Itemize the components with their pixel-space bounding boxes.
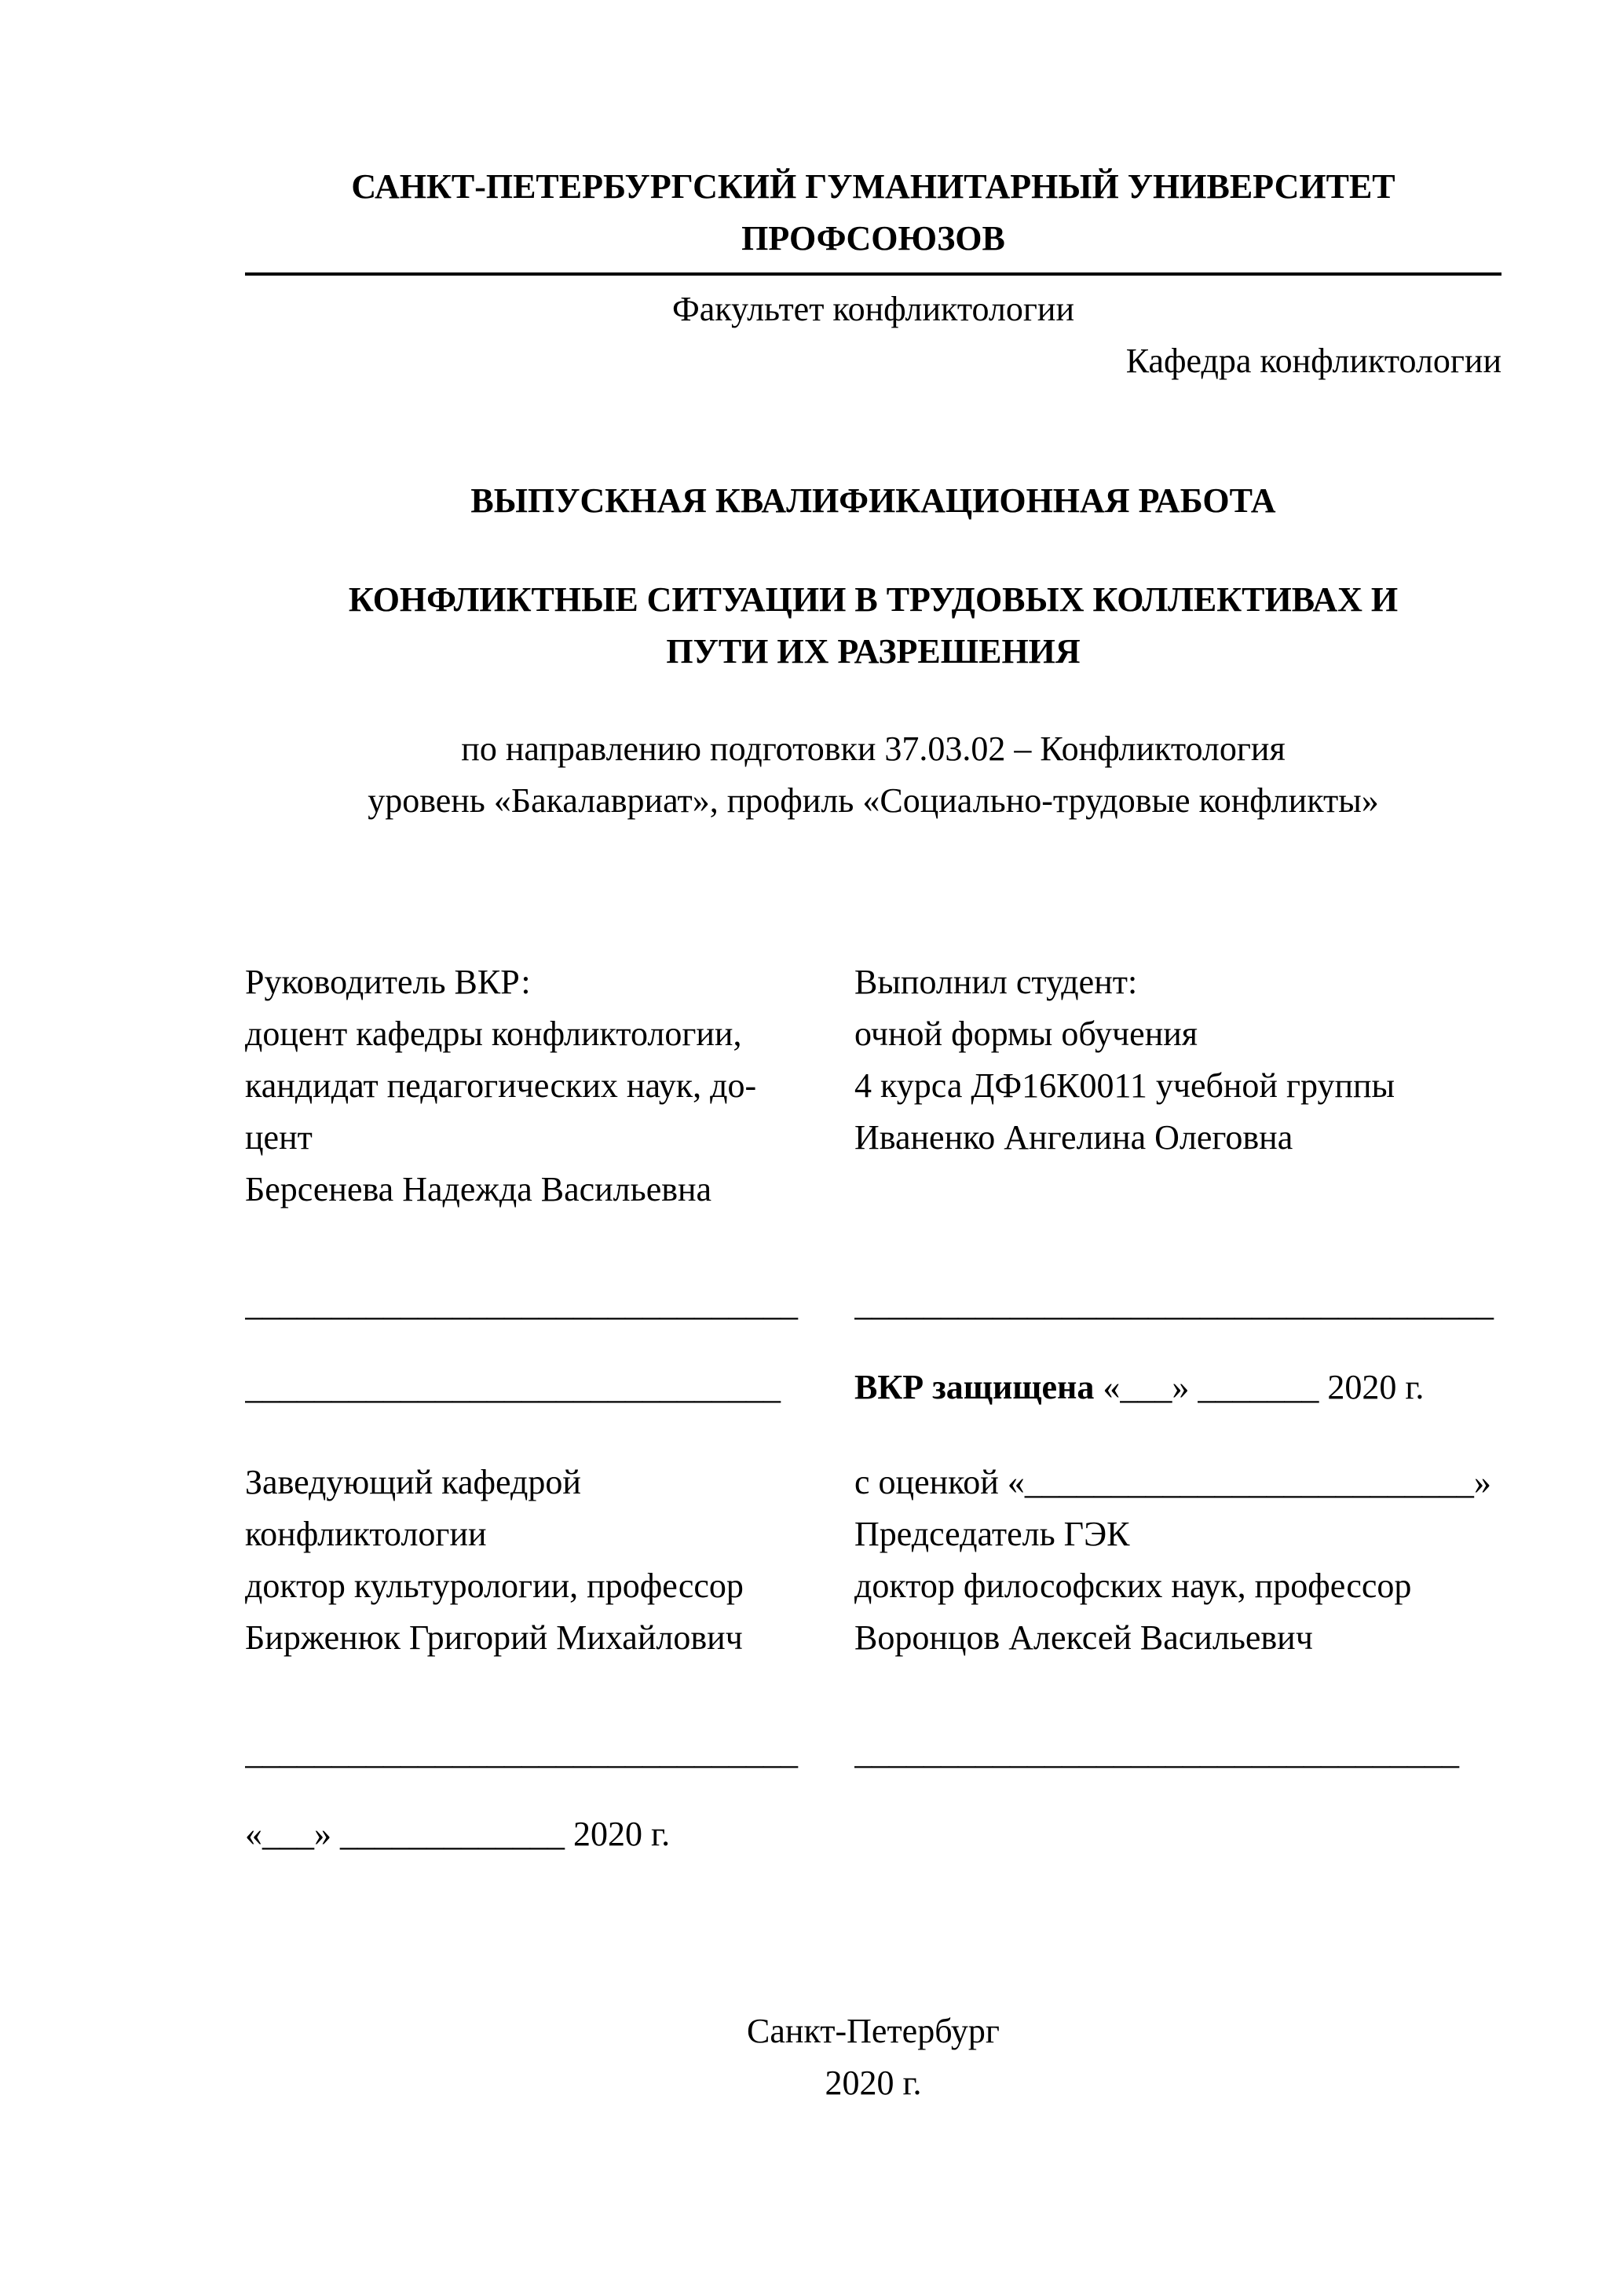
- signature-row-2: [245, 1362, 1501, 1413]
- faculty-name: Факультет конфликтологии: [671, 290, 1074, 328]
- signature-row-3: [245, 1727, 1501, 1779]
- supervisor-signature-line: ________________________________: [245, 1285, 798, 1323]
- university-name-text: САНКТ-ПЕТЕРБУРГСКИЙ ГУМАНИТАРНЫЙ УНИВЕРСИТЕТ ПРОФСОЮЗОВ: [245, 161, 1501, 276]
- supervisor-line: кандидат педагогических наук, до-: [245, 1066, 757, 1105]
- defense-date-label: ВКР защищена: [854, 1368, 1095, 1406]
- student-block: [854, 956, 1501, 1216]
- study-direction: [245, 723, 1501, 827]
- gec-line: доктор философских наук, профессор: [854, 1567, 1412, 1605]
- gec-name: Воронцов Алексей Васильевич: [854, 1618, 1313, 1657]
- student-signature-line: _____________________________________: [854, 1285, 1494, 1323]
- supervisor-name: Берсенева Надежда Васильевна: [245, 1170, 712, 1208]
- study-direction-line1: по направлению подготовки 37.03.02 – Конфликтология: [461, 729, 1286, 768]
- work-type-title: ВЫПУСКНАЯ КВАЛИФИКАЦИОННАЯ РАБОТА: [470, 481, 1276, 520]
- student-line: 4 курса ДФ16К0011 учебной группы: [854, 1066, 1395, 1105]
- footer-city: Санкт-Петербург: [747, 2012, 1000, 2050]
- head-date-line: «___» _____________ 2020 г.: [245, 1815, 671, 1853]
- gec-chair-block: [854, 1457, 1501, 1664]
- supervisor-line: цент: [245, 1118, 313, 1157]
- head-of-department-block: [245, 1457, 810, 1664]
- thesis-title-line2: ПУТИ ИХ РАЗРЕШЕНИЯ: [666, 632, 1081, 671]
- supervisor-block: [245, 956, 810, 1216]
- footer-year: 2020 г.: [825, 2064, 922, 2102]
- gec-line: Председатель ГЭК: [854, 1515, 1130, 1553]
- signature-row-1: [245, 1278, 1501, 1330]
- officials-section: [245, 1457, 1501, 1664]
- university-name: [245, 161, 1501, 276]
- gec-signature-line: ___________________________________: [854, 1733, 1459, 1771]
- head-line: Заведующий кафедрой: [245, 1463, 581, 1501]
- head-signature-line: ________________________________: [245, 1733, 798, 1771]
- grade-line: с оценкой «__________________________»: [854, 1463, 1491, 1501]
- study-direction-line2: уровень «Бакалавриат», профиль «Социально-трудовые конфликты»: [368, 781, 1379, 820]
- thesis-title: [245, 574, 1501, 678]
- student-label: Выполнил студент:: [854, 963, 1138, 1001]
- head-name: Бирженюк Григорий Михайлович: [245, 1618, 743, 1657]
- head-line: доктор культурологии, профессор: [245, 1567, 744, 1605]
- defense-date-blank: «___» _______ 2020 г.: [1103, 1368, 1425, 1406]
- student-line: очной формы обучения: [854, 1015, 1198, 1053]
- thesis-title-line1: КОНФЛИКТНЫЕ СИТУАЦИИ В ТРУДОВЫХ КОЛЛЕКТИВАХ И: [348, 580, 1399, 619]
- student-name: Иваненко Ангелина Олеговна: [854, 1118, 1293, 1157]
- defense-date-line: [854, 1362, 1501, 1413]
- people-section: [245, 956, 1501, 1216]
- department-name: Кафедра конфликтологии: [1125, 342, 1501, 380]
- head-line: конфликтологии: [245, 1515, 487, 1553]
- supervisor-line: доцент кафедры конфликтологии,: [245, 1015, 742, 1053]
- supervisor-signature-line-2: _______________________________: [245, 1368, 781, 1406]
- supervisor-label: Руководитель ВКР:: [245, 963, 531, 1001]
- footer: [245, 2005, 1501, 2109]
